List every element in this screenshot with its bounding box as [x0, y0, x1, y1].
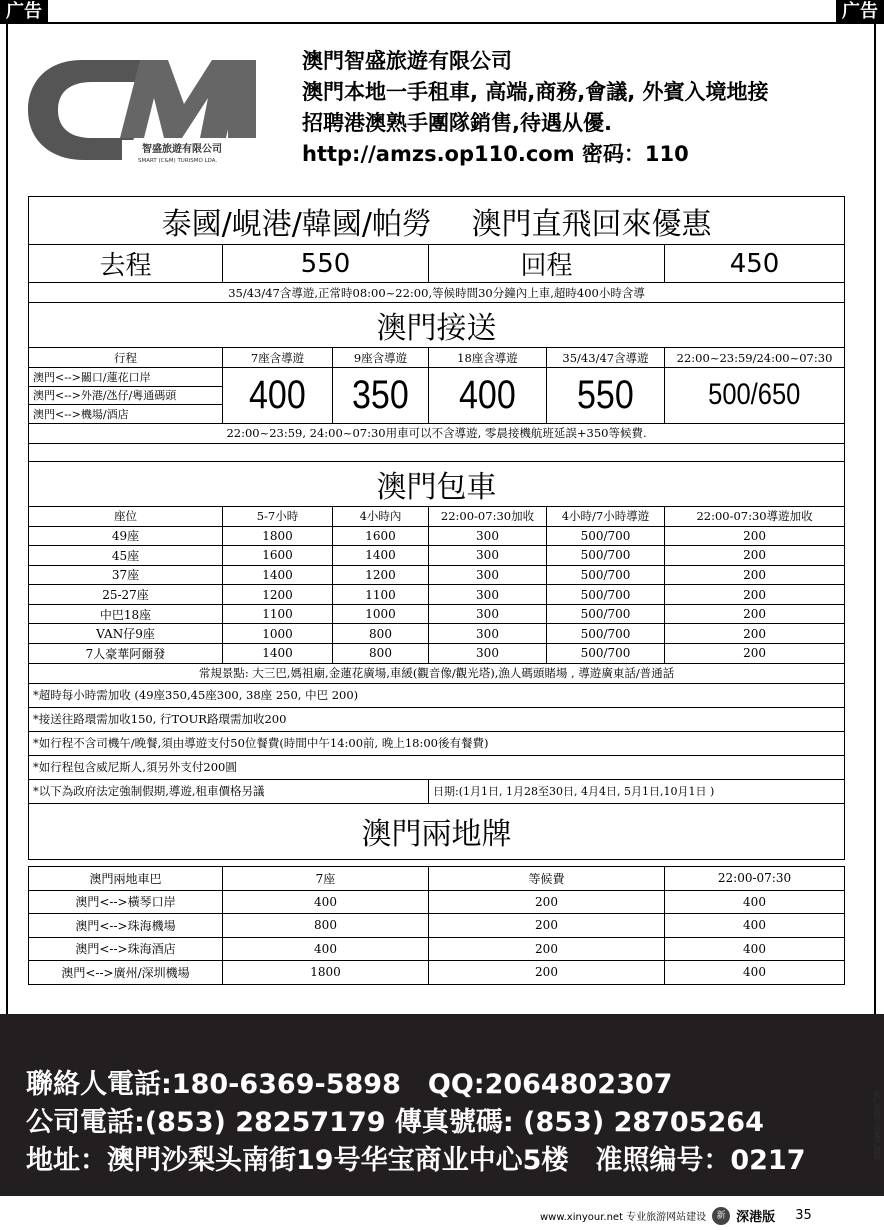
- table-row: [29, 526, 845, 546]
- price-sheet: [28, 196, 845, 860]
- cell: 1400: [223, 644, 333, 664]
- cell: 200: [665, 604, 845, 624]
- table-row: [29, 914, 845, 938]
- cell: 800: [223, 914, 429, 938]
- cell: 200: [665, 565, 845, 585]
- price-value: 350: [352, 372, 409, 417]
- crossborder-header: 22:00-07:30: [665, 867, 845, 891]
- transfer-price-9seat: [333, 368, 429, 424]
- spacer-row: [29, 443, 845, 461]
- transfer-price-18seat: [429, 368, 547, 424]
- charter-note: *以下為政府法定強制假期,導遊,租車價格另議: [29, 779, 429, 803]
- cell: 800: [333, 644, 429, 664]
- cell: 400: [665, 890, 845, 914]
- cell: 1000: [223, 624, 333, 644]
- cell: 200: [665, 624, 845, 644]
- charter-header: 4小時內: [333, 506, 429, 526]
- ad-label-right: 广告: [836, 0, 884, 24]
- cell: 200: [429, 961, 665, 985]
- cell: 25-27座: [29, 585, 223, 605]
- cell: 300: [429, 624, 547, 644]
- flight-title: 泰國/峴港/韓國/帕勞 澳門直飛回來優惠: [29, 197, 845, 245]
- cell: 800: [333, 624, 429, 644]
- table-row: [29, 604, 845, 624]
- price-value: 500/650: [708, 378, 801, 412]
- cell: 澳門<-->珠海酒店: [29, 937, 223, 961]
- cell: 300: [429, 565, 547, 585]
- crossborder-header: 澳門兩地車巴: [29, 867, 223, 891]
- company-name: 澳門智盛旅遊有限公司: [302, 49, 512, 73]
- transfer-note: 22:00~23:59, 24:00~07:30用車可以不含導遊, 零晨接機航班延誤+350等候費.: [29, 423, 845, 443]
- table-row: [29, 624, 845, 644]
- charter-header: 22:00-07:30加收: [429, 506, 547, 526]
- charter-note: *接送往路環需加收150, 行TOUR路環需加收200: [29, 707, 845, 731]
- cell: 澳門<-->橫琴口岸: [29, 890, 223, 914]
- cell: 7人豪華阿爾發: [29, 644, 223, 664]
- cell: 1100: [333, 585, 429, 605]
- cell: 澳門<-->珠海機場: [29, 914, 223, 938]
- holiday-dates: 日期:(1月1日, 1月28至30日, 4月4日, 5月1日,10月1日 ): [429, 779, 845, 803]
- transfer-header: 18座含導遊: [429, 348, 547, 368]
- cell: 500/700: [547, 644, 665, 664]
- cell: 中巴18座: [29, 604, 223, 624]
- cell: 500/700: [547, 604, 665, 624]
- cell: 500/700: [547, 624, 665, 644]
- cell: 200: [429, 914, 665, 938]
- transfer-title: 澳門接送: [29, 303, 845, 348]
- cell: 1400: [223, 565, 333, 585]
- contact-office: 公司電話:(853) 28257179 傳真號碼: (853) 28705264: [26, 1107, 764, 1138]
- cell: 400: [223, 937, 429, 961]
- charter-header: 5-7小時: [223, 506, 333, 526]
- depart-price: 550: [223, 245, 429, 283]
- side-disclaimer: 此广告图文由客户提供: [873, 1090, 881, 1160]
- return-price: 450: [665, 245, 845, 283]
- cell: 200: [665, 644, 845, 664]
- crossborder-header: 等候費: [429, 867, 665, 891]
- crossborder-table: [28, 866, 845, 985]
- logo-cn-text: 智盛旅遊有限公司: [142, 144, 222, 155]
- logo-en-text: SMART (C&M) TURISMO LDA.: [138, 158, 218, 164]
- cell: 1400: [333, 546, 429, 566]
- cell: 49座: [29, 526, 223, 546]
- cell: 1800: [223, 526, 333, 546]
- charter-header: 22:00-07:30導遊加收: [665, 506, 845, 526]
- table-row: [29, 565, 845, 585]
- cell: 200: [429, 937, 665, 961]
- cell: 45座: [29, 546, 223, 566]
- transfer-route: 澳門<-->關口/蓮花口岸: [29, 368, 223, 387]
- cell: 500/700: [547, 546, 665, 566]
- transfer-header: 行程: [29, 348, 223, 368]
- flight-note: 35/43/47含導遊,正常時08:00~22:00,等候時間30分鐘內上車,超時400小時含導: [29, 283, 845, 303]
- cell: 200: [665, 585, 845, 605]
- depart-label: 去程: [29, 245, 223, 283]
- cell: 300: [429, 644, 547, 664]
- company-services: 澳門本地一手租車, 高端,商務,會議, 外賓入境地接: [302, 80, 769, 104]
- transfer-price-bus: [547, 368, 665, 424]
- cell: 1600: [223, 546, 333, 566]
- edition-label: 深港版: [736, 1210, 776, 1225]
- crossborder-header: 7座: [223, 867, 429, 891]
- transfer-route: 澳門<-->機場/酒店: [29, 405, 223, 424]
- edition-badge-icon: 新: [712, 1207, 730, 1225]
- cell: 400: [665, 961, 845, 985]
- contact-footer: [0, 1014, 884, 1196]
- cell: 37座: [29, 565, 223, 585]
- table-row: [29, 546, 845, 566]
- page-footer: [540, 1206, 812, 1225]
- table-row: [29, 961, 845, 985]
- cell: 500/700: [547, 526, 665, 546]
- transfer-header: 9座含導遊: [333, 348, 429, 368]
- charter-title: 澳門包車: [29, 461, 845, 506]
- transfer-header: 35/43/47含導遊: [547, 348, 665, 368]
- cell: 500/700: [547, 565, 665, 585]
- cell: 400: [223, 890, 429, 914]
- company-website[interactable]: http://amzs.op110.com 密码：110: [302, 142, 689, 166]
- cell: 1800: [223, 961, 429, 985]
- cell: 200: [665, 546, 845, 566]
- price-value: 550: [577, 372, 634, 417]
- crossborder-title: 澳門兩地牌: [29, 803, 845, 859]
- price-value: 400: [459, 372, 516, 417]
- company-recruit: 招聘港澳熟手團隊銷售,待遇从優.: [302, 111, 612, 135]
- cell: 200: [429, 890, 665, 914]
- cell: 400: [665, 914, 845, 938]
- company-logo: [22, 42, 262, 170]
- cell: 1100: [223, 604, 333, 624]
- contact-address: 地址：澳門沙梨头南街19号华宝商业中心5楼 准照编号：0217: [26, 1145, 806, 1176]
- table-row: [29, 937, 845, 961]
- page-number: 35: [795, 1208, 812, 1223]
- transfer-price-night: [665, 368, 845, 424]
- transfer-header: 7座含導遊: [223, 348, 333, 368]
- cell: 300: [429, 604, 547, 624]
- charter-header: 4小時/7小時導遊: [547, 506, 665, 526]
- cell: 400: [665, 937, 845, 961]
- return-label: 回程: [429, 245, 665, 283]
- contact-phone: 聯絡人電話:180-6369-5898 QQ:2064802307: [26, 1069, 673, 1100]
- cell: 1200: [333, 565, 429, 585]
- table-row: [29, 585, 845, 605]
- cell: 500/700: [547, 585, 665, 605]
- cell: 200: [665, 526, 845, 546]
- cell: 300: [429, 585, 547, 605]
- cell: 澳門<-->廣州/深圳機場: [29, 961, 223, 985]
- cell: VAN仔9座: [29, 624, 223, 644]
- footer-site[interactable]: www.xinyour.net 专业旅游网站建设: [540, 1212, 707, 1223]
- cell: 300: [429, 546, 547, 566]
- cell: 1000: [333, 604, 429, 624]
- charter-header: 座位: [29, 506, 223, 526]
- price-value: 400: [249, 372, 306, 417]
- transfer-route: 澳門<-->外港/氹仔/粵通碼頭: [29, 386, 223, 405]
- ad-label-left: 广告: [0, 0, 48, 24]
- company-info: [302, 46, 769, 170]
- charter-note: *超時每小時需加收 (49座350,45座300, 38座 250, 中巴 200): [29, 683, 845, 707]
- cell: 300: [429, 526, 547, 546]
- charter-note: *如行程包含威尼斯人,須另外支付200圓: [29, 755, 845, 779]
- transfer-price-7seat: [223, 368, 333, 424]
- charter-note: *如行程不含司機午/晚餐,須由導遊支付50位餐費(時間中午14:00前, 晚上18:00後有餐費): [29, 731, 845, 755]
- cell: 1200: [223, 585, 333, 605]
- charter-spots: 常規景點: 大三巴,媽祖廟,金蓮花廣場,車緩(觀音像/觀光塔),漁人碼頭賭場 , 導遊廣東話/普通話: [29, 663, 845, 683]
- table-row: [29, 644, 845, 664]
- cell: 1600: [333, 526, 429, 546]
- transfer-header: 22:00~23:59/24:00~07:30: [665, 348, 845, 368]
- table-row: [29, 890, 845, 914]
